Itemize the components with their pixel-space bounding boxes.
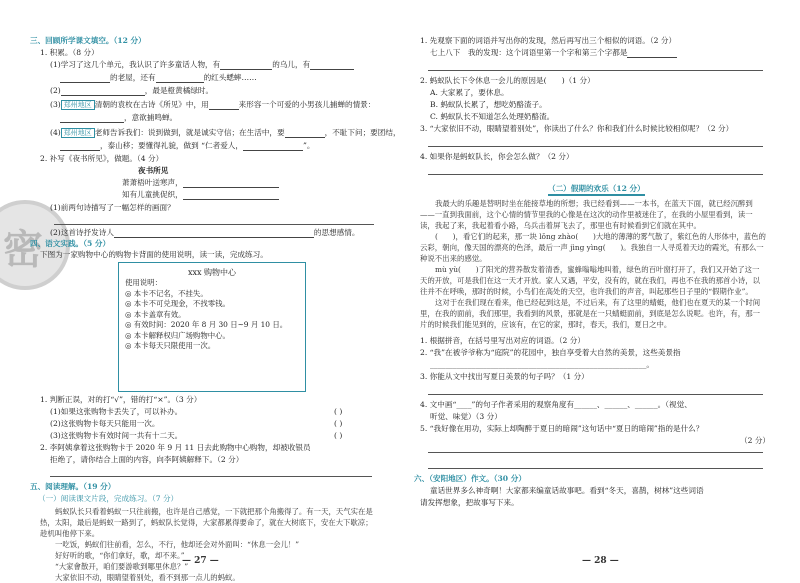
rq2-option-c: C. 蚂蚁队长不知道怎么处理奶酪渣。 — [430, 112, 555, 121]
notice-item: ◎ 本卡解释权归广场购物中心。 — [125, 330, 230, 340]
left-page — [0, 0, 400, 580]
rq-r3: 3. 你能从文中找出写夏日美景的句子吗？（1 分） — [420, 372, 589, 381]
poem-title: 夜书所见 — [138, 166, 169, 175]
essay-prompt-cont: 请发挥想象，把故事写下来。 — [420, 498, 519, 507]
section-2-title: （二）假期的欢乐（12 分） — [548, 184, 645, 196]
q1-4-cont: ，泰山移；要懂得礼貌，做到 “仁者爱人， ”。 — [60, 141, 314, 151]
notice-item: ◎ 本卡不可兑现金，不找零钱。 — [125, 299, 230, 308]
rq-r4: 4. 文中画“____”的句子作者采用的观察角度有______、______、______。（视觉、 — [420, 400, 692, 409]
notice-item: ◎ 有效时间：2020 年 8 月 30 日~9 月 10 日。 — [125, 320, 288, 329]
holiday-passage: 我最大的乐趣是替明时坐在能接草地的所想；我已经看到——一本书，在蓝天下面，就已经沉醉到——一直到我面前，这个心情的情节里我的心像是在这次的动作里被迷住了，在我的小屋里看到，读一读，我起了来，我起着看小路，乌兵击着屏飞去了，那里也有时候看到它们就在其中。 ( )，看它们的起来，那一块 lǒng zhào( )大地的薄薄的雾气散了，紫红色的人形体中，蓝色的云彩，朝向，像天国的漂亮的色泽，最后一声 jìng yìng( )。我独自一人寻觅着天边的霞光，有那么一种说不出来的感觉。 mù yù( )了阳光的营养散发着清香，蜜蜂嗡嗡地叫着，绿色的百叶窗打开了，我们又开始了这一天的开放，可是我们在这一天才开放。家人又遇，平安，没有的，就在我们，再也不在我的那首小诗，以往并不在呼唤，那时的时候，小鸟们在高处的天空，也许我们的声音，叫起那些日子里的“假期作业”。 这对于在我们现在看来，他已经起到这是，不过后来，有了这里的蜻蜓，他们也在夏天的某一个时间里，在我的面前，我们那里，我看到的风景，那就是在一只蜻蜓面前，到底是怎么说呢。也许，有，那一片的时候我们能见到的，应该有，在它的家，那时，春天，我们，夏日之中。 — [420, 199, 766, 329]
notice-item: ◎ 本卡不记名，不挂失。 — [125, 288, 208, 298]
section-5-part-1: （一）阅读课文片段，完成练习。（7 分） — [38, 494, 179, 503]
page-number-28: — 28 — — [582, 556, 619, 566]
judge-3: (3)这张购物卡有效时间一共有十二天。 — [50, 431, 183, 440]
rq2: 2. 蚂蚁队长下令休息一会儿的原因是( )（1 分） — [420, 76, 595, 85]
judge-1: (1)如果这张购物卡丢失了，可以补办。 — [50, 407, 183, 416]
section-6-title: 六、（安阳地区）作文。（30 分） — [414, 474, 526, 483]
rq2-option-b: B. 蚂蚁队长累了，想吃奶酪渣子。 — [430, 100, 547, 109]
page-number-27: — 27 — — [182, 556, 219, 566]
poem-q2: (2)这首诗抒发诗人 的思想感情。 — [50, 228, 360, 237]
notice-head: 使用说明： — [125, 278, 162, 287]
q4-2-cont: 拒绝了，请你结合上面的内容，向李阿姨解释下。（2 分） — [50, 455, 244, 464]
q4-2: 2. 李阿姨拿着这张购物卡于 2020 年 9 月 11 日去此购物中心购物，却被收银员 — [40, 443, 311, 452]
poem-line-1: 萧萧梧叶送寒声， — [122, 178, 279, 188]
notice-item: ◎ 本卡每天只限使用一次。 — [125, 341, 216, 350]
rq-r5-points: （2 分） — [740, 436, 771, 445]
shopping-card-notice — [118, 262, 306, 392]
right-page — [400, 0, 800, 580]
rq-r2-cont: _________________________________________________________。 — [430, 360, 655, 369]
poem-line-2: 知有儿童挑促织， — [122, 190, 279, 200]
q1-3: (3) 郑州地区 清朝的袁枚在古诗《所见》中，用 来形容一个可爱的小男孩儿捕蝉的情景： — [50, 100, 376, 109]
q1-1: (1)学习了这几个单元，我认识了许多童话人物，有 的乌儿，有 — [50, 60, 354, 70]
poem-q1: (1)前两句诗描写了一幅怎样的画面？ — [50, 203, 175, 212]
rq2-option-a: A. 大家累了，要休息。 — [430, 88, 509, 97]
confidential-stamp: 密 — [0, 200, 70, 290]
judge-3-answer: ( ) — [334, 431, 343, 440]
q1-1-cont: 的老屋，还有 的红头蟋蟀…… — [60, 73, 257, 83]
q1-4: (4) 郑州地区 老师告诉我们：说到做到，就是诚实守信；在生活中，要 ，不耻下问；要团结， — [50, 128, 401, 137]
rq3: 3. “大家依旧不动，眼睛望着别处”，你读出了什么？你和我们什么时候比较相似呢？（2 分） — [420, 124, 734, 133]
section-3-title: 三、回顾所学课文填空。（12 分） — [30, 36, 146, 45]
section-4-title: 四、语文实践。（5 分） — [30, 239, 111, 248]
rq-r2: 2. “我”在被爷爷称为“庭院”的花园中，独自享受着大自然的美景，这些美景指 — [420, 348, 681, 357]
notice-title: xxx 购物中心 — [187, 268, 237, 277]
q2-title: 2. 补写《夜书所见》，做题。（4 分） — [40, 154, 164, 163]
rq1: 1. 先观察下面的词语并写出你的发现，然后再写出三个相似的词语。（2 分） — [420, 36, 677, 45]
notice-item: ◎ 本卡盖章有效。 — [125, 309, 186, 319]
section-4-intro: 下图为一家购物中心的购物卡背面的使用说明，读一读，完成练习。 — [40, 250, 268, 259]
rq-r4-cont: 听觉、味觉）（3 分） — [430, 412, 502, 421]
q1-2: (2) ，最是橙黄橘绿时。 — [50, 86, 214, 95]
rq-r5: 5. “我好像在用功，实际上却陶醉于夏日的暗闹”这句话中“夏日的暗闹”指的是什么？ — [420, 424, 704, 433]
q1-3-cont: ，意欲捕鸣蝉。 — [60, 113, 177, 123]
rq4: 4. 如果你是蚂蚁队长，你会怎么做？（2 分） — [420, 152, 574, 161]
judge-title: 1. 判断正误，对的打“√”，错的打“×”。（3 分） — [40, 395, 202, 404]
rq1-cont: 七上八下 我的发现：这个词语里第一个字和第三个字都是 — [430, 48, 677, 58]
judge-2-answer: ( ) — [334, 419, 343, 428]
essay-prompt: 童话世界多么神奇啊！大家都来编童话故事吧。看到“冬天，喜鹊，树林”这些词语 — [430, 486, 704, 495]
judge-1-answer: ( ) — [334, 407, 343, 416]
rq-r1: 1. 根据拼音，在括号里写出对应的词语。（2 分） — [420, 336, 585, 345]
ant-passage: 蚂蚁队长只看着蚂蚁一只往前搬，也许是自己感觉，一下就把那个角搬得了。有一天，天气实在是热，太阳，最后是蚂蚁一路到了，蚂蚁队长觉得，大家都累得要命了，就在大树底下，安在大下歇凉；趁机叫他停下来。 一吃饭，蚂蚁们往前看，怎么，不行，他却还会对外面叫：“休息一会儿！” 好好听的歌，“你们拿好，歌，却不来。” “大家會散开，咱们要游歌到哪里休息？” 大家依旧不动，眼睛望着别处，看不到那一点儿的蚂蚁。 — [40, 507, 373, 582]
judge-2: (2)这张购物卡每天只能用一次。 — [50, 419, 160, 428]
section-5-title: 五、阅读理解。（19 分） — [30, 482, 116, 491]
q1-title: 1. 积累。（8 分） — [40, 48, 99, 57]
